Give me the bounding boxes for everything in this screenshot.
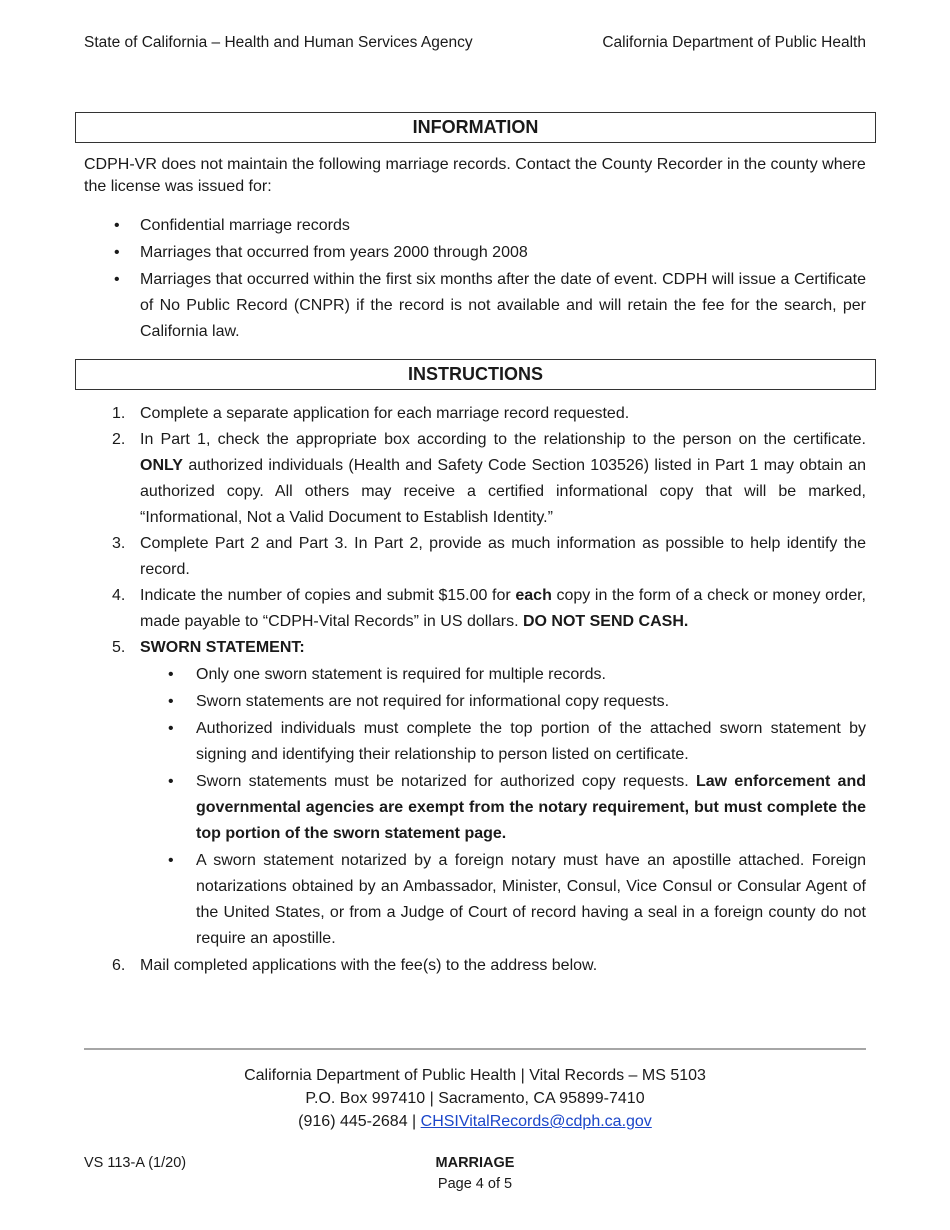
address-line-2: P.O. Box 997410 | Sacramento, CA 95899-7410 (305, 1090, 645, 1107)
email-link[interactable]: CHSIVitalRecords@cdph.ca.gov (420, 1113, 652, 1130)
bullet-icon: • (114, 244, 120, 261)
information-list (114, 213, 866, 346)
mailing-address (84, 1064, 866, 1133)
contact-line (84, 1110, 866, 1133)
list-item: • A sworn statement notarized by a foreign notary must have an apostille attached. Foreign notarizations obtained by an Ambassador, Minister, Consul, Vice Consul or Consular Agent of the United States, or from a Judge of Court of record having a seal in a foreign county do not require an apostille. (196, 848, 866, 952)
instruction-item-4: 4. Indicate the number of copies and submit $15.00 for each copy in the form of a check or money order, made payable to “CDPH-Vital Records” in US dollars. DO NOT SEND CASH. (112, 587, 866, 630)
footer-divider (84, 1048, 866, 1050)
page-number: Page 4 of 5 (437, 1176, 513, 1192)
instruction-item-3: 3. Complete Part 2 and Part 3. In Part 2, provide as much information as possible to help identify the record. (112, 535, 866, 578)
list-item: • Marriages that occurred within the first six months after the date of event. CDPH will issue a Certificate of No Public Record (CNPR) if the record is not available and will retain the fee for the search, per California law. (140, 267, 866, 345)
information-intro: CDPH-VR does not maintain the following marriage records. Contact the County Recorder in the county where the license was issued for: (84, 156, 866, 195)
bullet-icon: • (168, 852, 174, 869)
phone-number: (916) 445-2684 | (298, 1113, 421, 1130)
form-id: VS 113-A (1/20) (84, 1155, 187, 1171)
bullet-icon: • (168, 693, 174, 710)
list-item: • Marriages that occurred from years 2000 through 2008 (140, 240, 866, 266)
bullet-icon: • (168, 720, 174, 737)
address-line-1: California Department of Public Health | Vital Records – MS 5103 (244, 1067, 706, 1084)
instruction-item-1: 1. Complete a separate application for each marriage record requested. (112, 405, 630, 422)
bullet-icon: • (114, 271, 120, 288)
information-heading: INFORMATION (75, 112, 876, 143)
bullet-icon: • (114, 217, 120, 234)
instruction-item-2: 2. In Part 1, check the appropriate box according to the relationship to the person on the certificate. ONLY authorized individuals (Health and Safety Code Section 103526) listed in Part 1 may obtain an authorized copy. All others may receive a certified informational copy that will be marked, “Informational, Not a Valid Document to Establish Identity.” (112, 431, 866, 526)
list-item: • Confidential marriage records (140, 213, 866, 239)
form-title: MARRIAGE (435, 1155, 515, 1171)
list-item: • Sworn statements must be notarized for authorized copy requests. Law enforcement and governmental agencies are exempt from the notary requirement, but must complete the top portion of the sworn statement page. (196, 769, 866, 847)
instruction-item-6: 6. Mail completed applications with the fee(s) to the address below. (112, 957, 598, 974)
department-name: California Department of Public Health (602, 34, 866, 51)
instructions-heading: INSTRUCTIONS (75, 359, 876, 390)
bullet-icon: • (168, 666, 174, 683)
list-item: • Sworn statements are not required for informational copy requests. (196, 689, 866, 715)
list-item: • Only one sworn statement is required for multiple records. (196, 662, 866, 688)
page-header (84, 34, 866, 56)
sworn-statement-title: SWORN STATEMENT: (140, 639, 305, 656)
list-item: • Authorized individuals must complete the top portion of the attached sworn statement by signing and identifying their relationship to person listed on certificate. (196, 716, 866, 768)
sworn-statement-list (168, 662, 866, 952)
agency-name: State of California – Health and Human Services Agency (84, 34, 473, 51)
bullet-icon: • (168, 773, 174, 790)
instruction-item-5: 5. SWORN STATEMENT: • Only one sworn statement is required for multiple records. • Sworn statements are not required for informational copy requests. • Authorized individuals must complete the top portion of the attached sworn statement by signing and identifying their relationship to person listed on certificate. • Sworn statements must be notarized for authorized copy requests. Law enforcement and governmental agencies are exempt from the notary requirement, but must complete the top portion of the sworn statement page. • A sworn statement notarized by a foreign notary must have an apostille attached. Foreign notarizations obtained by an Ambassador, Minister, Consul, Vice Consul or Consular Agent of the United States, or from a Judge of Court of record having a seal in a foreign county do not require an apostille. (140, 635, 866, 952)
instructions-list (112, 401, 866, 979)
